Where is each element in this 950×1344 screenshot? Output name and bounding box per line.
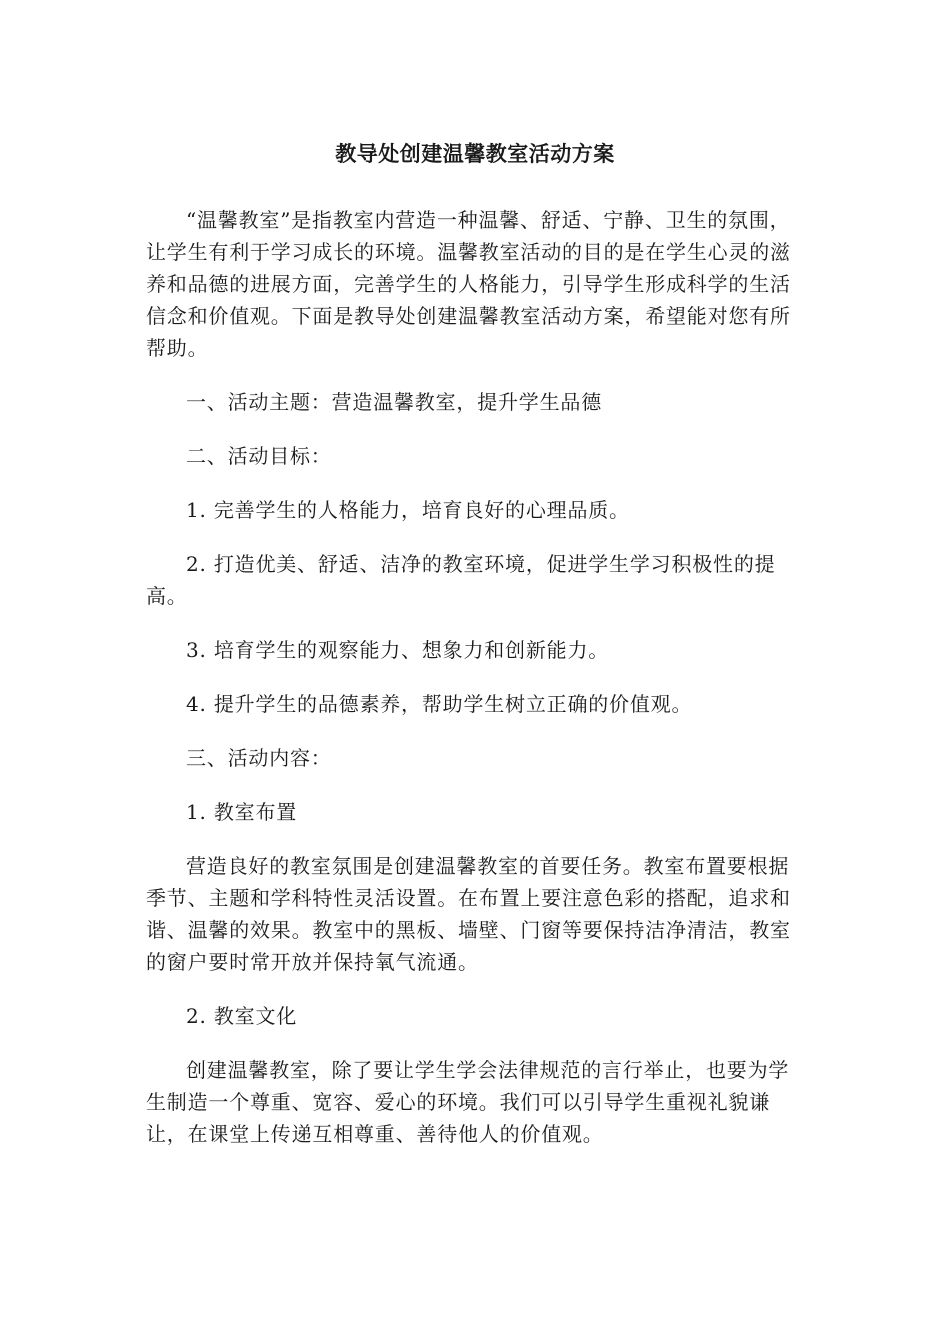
goal-item-2: 2. 打造优美、舒适、洁净的教室环境，促进学生学习积极性的提高。	[146, 552, 776, 608]
document-body	[146, 204, 806, 1172]
content-subheading-classroom-culture: 2. 教室文化	[186, 1004, 298, 1028]
document-title: 教导处创建温馨教室活动方案	[335, 142, 615, 166]
classroom-layout-paragraph: 营造良好的教室氛围是创建温馨教室的首要任务。教室布置要根据季节、主题和学科特性灵活设置。在布置上要注意色彩的搭配，追求和谐、温馨的效果。教室中的黑板、墙壁、门窗等要保持洁净清洁，教室的窗户要时常开放并保持氧气流通。	[146, 854, 791, 974]
content-subheading-classroom-layout: 1. 教室布置	[186, 800, 298, 824]
intro-paragraph: “温馨教室”是指教室内营造一种温馨、舒适、宁静、卫生的氛围，让学生有利于学习成长的环境。温馨教室活动的目的是在学生心灵的滋养和品德的进展方面，完善学生的人格能力，引导学生形成科学的生活信念和价值观。下面是教导处创建温馨教室活动方案，希望能对您有所帮助。	[146, 208, 791, 360]
section-theme-heading: 一、活动主题：营造温馨教室，提升学生品德	[186, 390, 602, 414]
goal-item-3: 3. 培育学生的观察能力、想象力和创新能力。	[186, 638, 610, 662]
goal-item-1: 1. 完善学生的人格能力，培育良好的心理品质。	[186, 498, 630, 522]
classroom-culture-paragraph: 创建温馨教室，除了要让学生学会法律规范的言行举止，也要为学生制造一个尊重、宽容、爱心的环境。我们可以引导学生重视礼貌谦让，在课堂上传递互相尊重、善待他人的价值观。	[146, 1058, 790, 1146]
section-content-heading: 三、活动内容：	[186, 746, 332, 770]
goal-item-4: 4. 提升学生的品德素养，帮助学生树立正确的价值观。	[186, 692, 693, 716]
section-goals-heading: 二、活动目标：	[186, 444, 332, 468]
